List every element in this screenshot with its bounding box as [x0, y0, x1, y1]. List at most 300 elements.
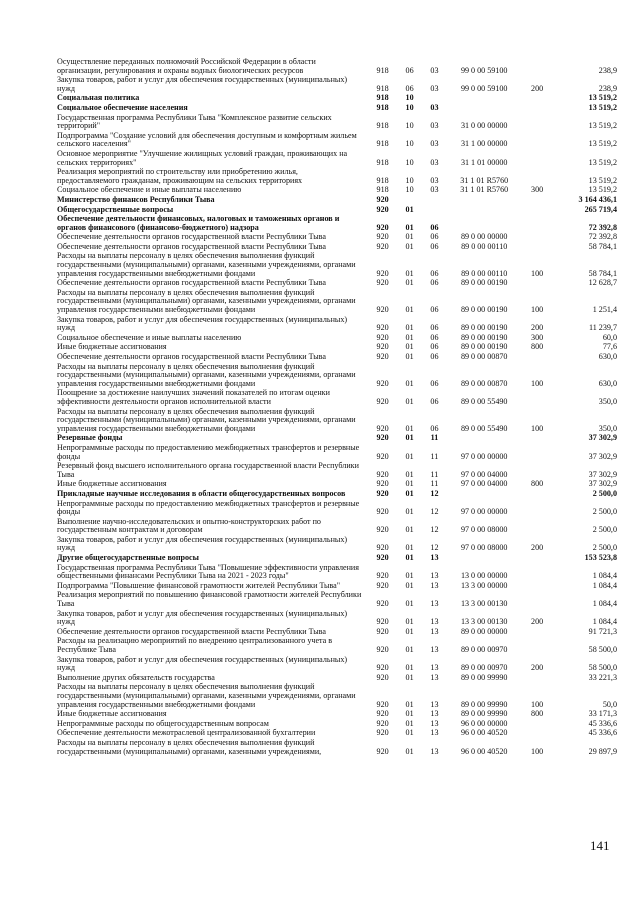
budget-table — [57, 58, 617, 757]
row-vr-code: 200 — [531, 83, 544, 93]
table-row — [57, 289, 617, 316]
row-pr-code: 12 — [430, 507, 439, 517]
row-rz-code: 01 — [405, 433, 414, 443]
row-csr-code: 96 0 00 00000 — [460, 718, 508, 728]
row-csr-code — [447, 104, 522, 114]
row-vr-code — [522, 564, 553, 582]
row-rz-code: 01 — [405, 672, 414, 682]
row-sum: 13 519,2 — [588, 185, 617, 195]
row-vr-code — [522, 94, 553, 104]
row-csr-code: 89 0 00 00970 — [460, 645, 508, 654]
row-name: Расходы на выплаты персоналу в целях обеспечения выполнения функций государственными (муниципальными) органами, казенными учреждениями, органами управления государственными внебюджетными фондами — [57, 361, 356, 388]
table-body — [57, 58, 617, 757]
row-sum: 37 302,9 — [588, 451, 617, 461]
row-sum: 2 500,0 — [592, 488, 617, 498]
row-vr-code — [522, 729, 553, 739]
row-pr-code: 06 — [430, 323, 439, 333]
row-rz-code: 06 — [405, 65, 414, 75]
row-pr-code: 13 — [430, 699, 439, 709]
row-pr-code: 13 — [430, 645, 439, 654]
row-name: Министерство финансов Республики Тыва — [57, 194, 215, 204]
row-rz-code: 01 — [405, 396, 414, 406]
row-name: Непрограммные расходы по предоставлению межбюджетных трансфертов и резервные фонды — [57, 442, 360, 461]
row-csr-code: 89 0 00 00190 — [460, 332, 508, 342]
row-gr-code: 918 — [376, 175, 389, 185]
row-name: Иные бюджетные ассигнования — [57, 479, 167, 489]
row-vr-code: 100 — [531, 268, 544, 278]
row-sum: 37 302,9 — [588, 433, 617, 443]
row-sum: 45 336,6 — [588, 718, 617, 728]
row-pr-code: 03 — [430, 83, 439, 93]
row-vr-code: 300 — [531, 332, 544, 342]
row-rz-code: 01 — [405, 451, 414, 461]
row-pr-code: 06 — [430, 268, 439, 278]
row-vr-code — [522, 674, 553, 684]
row-gr-code: 920 — [376, 469, 389, 479]
row-rz-code: 01 — [405, 268, 414, 278]
row-vr-code — [522, 628, 553, 638]
row-vr-code — [522, 434, 553, 444]
row-gr-code: 920 — [376, 571, 389, 581]
row-name: Подпрограмма "Повышение финансовой грамотности жителей Республики Тыва" — [57, 580, 341, 590]
row-sum: 13 519,2 — [588, 157, 617, 167]
table-row — [57, 76, 617, 94]
row-csr-code: 89 0 00 00190 — [460, 278, 508, 288]
row-name: Реализация мероприятий по повышению финансовой грамотности жителей Республики Тыва — [57, 590, 362, 609]
row-rz-code: 01 — [405, 323, 414, 333]
row-sum: 350,0 — [598, 423, 617, 433]
table-row — [57, 536, 617, 554]
row-csr-code: 13 3 00 00000 — [460, 580, 508, 590]
row-sum: 58 784,1 — [588, 268, 617, 278]
row-vr-code: 800 — [531, 342, 544, 352]
table-row — [57, 610, 617, 628]
row-gr-code: 920 — [376, 378, 389, 388]
row-name: Обеспечение деятельности финансовых, налоговых и таможенных органов и органов финансового (финансово-бюджетного) надзора — [57, 214, 340, 232]
row-vr-code — [522, 150, 553, 168]
row-vr-code — [522, 518, 553, 536]
table-row — [57, 591, 617, 609]
row-pr-code: 13 — [430, 571, 439, 581]
row-csr-code: 89 0 00 55490 — [460, 396, 508, 406]
row-name: Иные бюджетные ассигнования — [57, 709, 167, 719]
row-sum: 91 721,3 — [588, 626, 617, 636]
row-csr-code: 89 0 00 00190 — [460, 305, 508, 315]
row-rz-code: 01 — [405, 645, 414, 654]
row-name: Закупка товаров, работ и услуг для обеспечения государственных (муниципальных) нужд — [57, 314, 348, 333]
row-sum: 45 336,6 — [588, 728, 617, 738]
row-pr-code: 11 — [430, 479, 439, 489]
row-vr-code: 800 — [531, 479, 544, 489]
table-row — [57, 58, 617, 76]
table-row — [57, 168, 617, 186]
row-gr-code: 920 — [376, 617, 389, 627]
row-name: Прикладные научные исследования в области общегосударственных вопросов — [57, 488, 346, 498]
row-name: Расходы на выплаты персоналу в целях обеспечения выполнения функций государственными (муниципальными) органами, казенными учреждениями, органами управления государственными внебюджетными фондами — [57, 406, 356, 433]
row-vr-code — [522, 58, 553, 76]
row-rz-code: 01 — [405, 332, 414, 342]
table-row — [57, 389, 617, 407]
row-name: Социальная политика — [57, 93, 140, 103]
row-gr-code: 918 — [376, 93, 389, 103]
row-rz-code: 01 — [405, 728, 414, 738]
row-rz-code: 01 — [405, 469, 414, 479]
row-name: Непрограммные расходы по общегосударственным вопросам — [57, 718, 269, 728]
row-name: Закупка товаров, работ и услуг для обеспечения государственных (муниципальных) нужд — [57, 75, 348, 93]
row-vr-code — [522, 215, 553, 233]
row-name: Обеспечение деятельности межотраслевой централизованной бухгалтерии — [57, 728, 316, 738]
row-vr-code — [522, 114, 553, 132]
row-rz-code: 10 — [405, 93, 414, 103]
row-rz-code: 01 — [405, 479, 414, 489]
row-rz-code: 01 — [405, 571, 414, 581]
row-sum: 1 084,4 — [592, 599, 617, 609]
row-sum: 13 519,2 — [588, 102, 617, 112]
row-name: Осуществление переданных полномочий Российской Федерации в области организации, регулирования и охраны водных биологических ресурсов — [57, 57, 316, 75]
row-pr-code: 03 — [430, 139, 439, 149]
row-name: Выполнение научно-исследовательских и опытно-конструкторских работ по государственным контрактам и договорам — [57, 516, 321, 535]
row-name: Расходы на выплаты персоналу в целях обеспечения выполнения функций государственными (муниципальными) органами, казенными учреждениями, органами управления государственными внебюджетными фондами — [57, 287, 356, 315]
table-row — [57, 252, 617, 279]
row-sum: 12 628,7 — [588, 278, 617, 288]
row-csr-code: 13 3 00 00130 — [460, 617, 508, 627]
table-row — [57, 518, 617, 536]
row-gr-code: 920 — [376, 342, 389, 352]
row-sum: 72 392,8 — [588, 232, 617, 242]
row-pr-code: 06 — [430, 423, 439, 433]
row-vr-code: 100 — [531, 378, 544, 388]
table-row — [57, 444, 617, 462]
row-csr-code — [447, 554, 522, 564]
row-rz-code: 01 — [405, 241, 414, 251]
row-sum: 58 784,1 — [588, 241, 617, 251]
row-gr-code: 920 — [376, 543, 389, 553]
table-row — [57, 656, 617, 674]
row-pr-code: 13 — [430, 553, 439, 563]
table-row — [57, 132, 617, 150]
row-vr-code — [522, 462, 553, 480]
row-pr-code: 06 — [430, 352, 439, 361]
row-vr-code: 100 — [531, 423, 544, 433]
row-rz-code: 10 — [405, 185, 414, 195]
row-pr-code: 06 — [430, 222, 439, 232]
row-csr-code: 89 0 00 99990 — [460, 672, 508, 682]
row-vr-code — [522, 353, 553, 363]
row-pr-code: 06 — [430, 396, 439, 406]
row-sum: 238,9 — [598, 83, 617, 93]
row-vr-code: 800 — [531, 709, 544, 719]
row-vr-code — [522, 637, 553, 655]
row-csr-code: 96 0 00 40520 — [460, 746, 508, 756]
table-row — [57, 114, 617, 132]
row-vr-code: 100 — [531, 305, 544, 315]
row-csr-code: 89 0 00 00190 — [460, 342, 508, 352]
row-csr-code — [447, 196, 522, 206]
row-gr-code: 920 — [376, 451, 389, 461]
row-name: Подпрограмма "Создание условий для обеспечения доступным и комфортным жильем сельского населения" — [57, 130, 357, 149]
row-name: Обеспечение деятельности органов государственной власти Республики Тыва — [57, 241, 326, 251]
row-sum: 33 171,3 — [588, 709, 617, 719]
row-gr-code: 920 — [376, 672, 389, 682]
row-name: Общегосударственные вопросы — [57, 204, 174, 214]
row-csr-code — [447, 206, 522, 216]
row-name: Государственная программа Республики Тыва "Комплексное развитие сельских территорий" — [57, 112, 332, 131]
row-pr-code: 03 — [430, 102, 439, 112]
row-name: Обеспечение деятельности органов государственной власти Республики Тыва — [57, 626, 326, 636]
row-pr-code: 06 — [430, 232, 439, 242]
row-csr-code: 89 0 00 00000 — [460, 626, 508, 636]
row-pr-code: 13 — [430, 617, 439, 627]
row-gr-code: 920 — [376, 232, 389, 242]
row-rz-code: 01 — [405, 599, 414, 609]
row-vr-code — [522, 196, 553, 206]
row-vr-code — [522, 720, 553, 730]
row-vr-code — [522, 168, 553, 186]
row-csr-code: 31 1 01 00000 — [460, 157, 508, 167]
row-csr-code: 89 0 00 00000 — [460, 232, 508, 242]
row-pr-code: 11 — [430, 469, 439, 479]
row-sum: 1 084,4 — [592, 617, 617, 627]
row-gr-code: 920 — [376, 352, 389, 361]
row-vr-code: 100 — [531, 746, 544, 756]
row-rz-code: 10 — [405, 121, 414, 131]
row-name: Расходы на выплаты персоналу в целях обеспечения выполнения функций государственными (муниципальными) органами, казенными учреждениями, органами управления государственными внебюджетными фондами — [57, 251, 356, 278]
row-vr-code — [522, 582, 553, 592]
row-gr-code: 920 — [376, 194, 389, 204]
row-name: Социальное обеспечение населения — [57, 102, 188, 112]
row-vr-code — [522, 104, 553, 114]
row-vr-code: 200 — [531, 617, 544, 627]
row-rz-code: 01 — [405, 617, 414, 627]
row-gr-code: 920 — [376, 222, 389, 232]
row-rz-code: 01 — [405, 525, 414, 535]
row-gr-code: 920 — [376, 332, 389, 342]
row-name: Реализация мероприятий по строительству или приобретению жилья, предоставляемого гражданам, проживающим на сельских территориях — [57, 167, 303, 185]
row-sum: 29 897,9 — [588, 746, 617, 756]
row-csr-code: 97 0 00 04000 — [460, 469, 508, 479]
row-gr-code: 918 — [376, 83, 389, 93]
row-sum: 13 519,2 — [588, 139, 617, 149]
row-vr-code: 100 — [531, 699, 544, 709]
row-csr-code: 13 3 00 00130 — [460, 599, 508, 609]
row-pr-code: 06 — [430, 332, 439, 342]
row-pr-code: 13 — [430, 580, 439, 590]
row-sum: 37 302,9 — [588, 469, 617, 479]
table-row — [57, 215, 617, 233]
row-sum: 1 251,4 — [592, 305, 617, 315]
row-sum: 2 500,0 — [592, 507, 617, 517]
row-sum: 238,9 — [598, 65, 617, 75]
row-rz-code: 01 — [405, 352, 414, 361]
row-csr-code: 99 0 00 59100 — [460, 65, 508, 75]
row-name: Социальное обеспечение и иные выплаты населению — [57, 185, 242, 195]
row-csr-code: 97 0 00 04000 — [460, 479, 508, 489]
row-sum: 630,0 — [598, 378, 617, 388]
row-gr-code: 918 — [376, 121, 389, 131]
row-pr-code: 13 — [430, 672, 439, 682]
row-pr-code — [422, 206, 447, 216]
row-sum: 11 239,7 — [588, 323, 617, 333]
row-name: Государственная программа Республики Тыва "Повышение эффективности управления общественными финансами Республики Тыва на 2021 - 2023 годы" — [57, 562, 359, 581]
row-sum: 13 519,2 — [588, 175, 617, 185]
row-csr-code: 96 0 00 40520 — [460, 728, 508, 738]
row-csr-code: 89 0 00 99990 — [460, 709, 508, 719]
row-name: Закупка товаров, работ и услуг для обеспечения государственных (муниципальных) нужд — [57, 608, 348, 627]
row-gr-code: 920 — [376, 599, 389, 609]
row-rz-code: 01 — [405, 305, 414, 315]
row-sum: 58 500,0 — [588, 645, 617, 654]
row-name: Другие общегосударственные вопросы — [57, 553, 199, 563]
row-rz-code: 01 — [405, 222, 414, 232]
row-gr-code: 920 — [376, 718, 389, 728]
row-gr-code: 920 — [376, 728, 389, 738]
row-rz-code: 01 — [405, 488, 414, 498]
row-name: Социальное обеспечение и иные выплаты населению — [57, 332, 242, 342]
row-vr-code — [522, 500, 553, 518]
row-csr-code: 31 0 00 00000 — [460, 121, 508, 131]
row-rz-code: 10 — [405, 175, 414, 185]
row-csr-code: 89 0 00 99990 — [460, 699, 508, 709]
row-name: Поощрение за достижение наилучших значений показателей по итогам оценки эффективности деятельности органов исполнительной власти — [57, 388, 330, 406]
row-name: Закупка товаров, работ и услуг для обеспечения государственных (муниципальных) нужд — [57, 654, 348, 673]
row-pr-code: 13 — [430, 663, 439, 673]
row-pr-code: 12 — [430, 525, 439, 535]
table-row — [57, 637, 617, 655]
row-csr-code: 89 0 00 00110 — [461, 241, 508, 251]
row-pr-code: 06 — [430, 241, 439, 251]
row-vr-code — [522, 444, 553, 462]
row-gr-code: 918 — [376, 65, 389, 75]
row-sum: 60,0 — [602, 332, 617, 342]
row-vr-code — [522, 389, 553, 407]
row-rz-code: 01 — [405, 423, 414, 433]
row-pr-code: 12 — [430, 543, 439, 553]
row-pr-code: 13 — [430, 728, 439, 738]
row-sum: 2 500,0 — [592, 525, 617, 535]
row-pr-code: 13 — [430, 746, 439, 756]
row-sum: 1 084,4 — [592, 571, 617, 581]
row-csr-code: 97 0 00 08000 — [460, 543, 508, 553]
table-row — [57, 500, 617, 518]
row-gr-code: 920 — [376, 396, 389, 406]
row-vr-code — [522, 233, 553, 243]
row-sum: 3 164 436,1 — [578, 194, 617, 204]
row-name: Основное мероприятие "Улучшение жилищных условий граждан, проживающих на сельских территориях" — [57, 148, 348, 167]
row-pr-code: 06 — [430, 378, 439, 388]
row-gr-code: 920 — [376, 553, 389, 563]
row-gr-code: 920 — [376, 645, 389, 654]
row-vr-code — [522, 490, 553, 500]
row-gr-code: 920 — [376, 699, 389, 709]
row-pr-code: 13 — [430, 709, 439, 719]
row-name: Выполнение других обязательств государства — [57, 672, 215, 682]
row-rz-code: 10 — [405, 102, 414, 112]
row-pr-code: 13 — [430, 599, 439, 609]
row-sum: 13 519,2 — [588, 93, 617, 103]
table-row — [57, 150, 617, 168]
row-rz-code: 01 — [405, 626, 414, 636]
table-row — [57, 462, 617, 480]
row-csr-code — [447, 434, 522, 444]
row-sum: 265 719,4 — [584, 204, 617, 214]
page-number: 141 — [590, 838, 610, 853]
row-sum: 153 523,8 — [584, 553, 617, 563]
row-vr-code — [522, 591, 553, 609]
row-gr-code: 920 — [376, 433, 389, 443]
row-rz-code: 06 — [405, 83, 414, 93]
row-pr-code: 11 — [430, 433, 439, 443]
row-gr-code: 920 — [376, 423, 389, 433]
row-rz-code: 01 — [405, 746, 414, 756]
row-rz-code: 01 — [405, 507, 414, 517]
row-csr-code: 99 0 00 59100 — [460, 83, 508, 93]
row-vr-code: 200 — [531, 323, 544, 333]
row-name: Непрограммные расходы по предоставлению межбюджетных трансфертов и резервные фонды — [57, 498, 360, 517]
row-csr-code: 31 1 01 R5760 — [460, 175, 509, 185]
row-sum: 2 500,0 — [592, 543, 617, 553]
row-gr-code: 920 — [376, 268, 389, 278]
row-rz-code: 01 — [405, 378, 414, 388]
row-sum: 58 500,0 — [588, 663, 617, 673]
row-sum: 77,6 — [602, 342, 617, 352]
row-vr-code: 200 — [531, 663, 544, 673]
row-gr-code: 920 — [376, 525, 389, 535]
row-rz-code: 01 — [405, 553, 414, 563]
row-sum: 33 221,3 — [588, 672, 617, 682]
row-gr-code: 918 — [376, 185, 389, 195]
row-vr-code — [522, 279, 553, 289]
row-name: Закупка товаров, работ и услуг для обеспечения государственных (муниципальных) нужд — [57, 534, 348, 553]
row-rz-code: 01 — [405, 663, 414, 673]
row-vr-code — [522, 206, 553, 216]
row-gr-code: 920 — [376, 305, 389, 315]
row-pr-code: 06 — [430, 278, 439, 288]
row-sum: 37 302,9 — [588, 479, 617, 489]
row-name: Обеспечение деятельности органов государственной власти Республики Тыва — [57, 352, 326, 361]
row-gr-code: 920 — [376, 479, 389, 489]
row-rz-code: 01 — [405, 580, 414, 590]
row-csr-code: 89 0 00 55490 — [460, 423, 508, 433]
row-sum: 1 084,4 — [592, 580, 617, 590]
row-gr-code: 920 — [376, 204, 389, 214]
row-pr-code: 11 — [430, 451, 439, 461]
row-sum: 350,0 — [598, 396, 617, 406]
row-csr-code — [447, 94, 522, 104]
row-gr-code: 920 — [376, 580, 389, 590]
row-csr-code: 31 1 01 R5760 — [460, 185, 509, 195]
row-gr-code: 920 — [376, 278, 389, 288]
table-row — [57, 316, 617, 334]
row-csr-code: 97 0 00 00000 — [460, 507, 508, 517]
row-vr-code — [522, 132, 553, 150]
row-pr-code: 13 — [430, 718, 439, 728]
table-row — [57, 363, 617, 390]
row-rz-code: 01 — [405, 718, 414, 728]
row-gr-code: 918 — [376, 102, 389, 112]
row-csr-code: 89 0 00 00870 — [460, 352, 508, 361]
row-rz-code: 01 — [405, 709, 414, 719]
row-gr-code: 920 — [376, 746, 389, 756]
row-pr-code: 06 — [430, 342, 439, 352]
row-rz-code: 01 — [405, 232, 414, 242]
row-sum: 630,0 — [598, 352, 617, 361]
row-pr-code: 13 — [430, 626, 439, 636]
row-pr-code: 03 — [430, 185, 439, 195]
row-name: Расходы на реализацию мероприятий по внедрению централизованного учета в Республике Тыва — [57, 636, 333, 654]
row-pr-code: 03 — [430, 157, 439, 167]
row-gr-code: 920 — [376, 323, 389, 333]
row-csr-code: 89 0 00 00110 — [461, 268, 508, 278]
